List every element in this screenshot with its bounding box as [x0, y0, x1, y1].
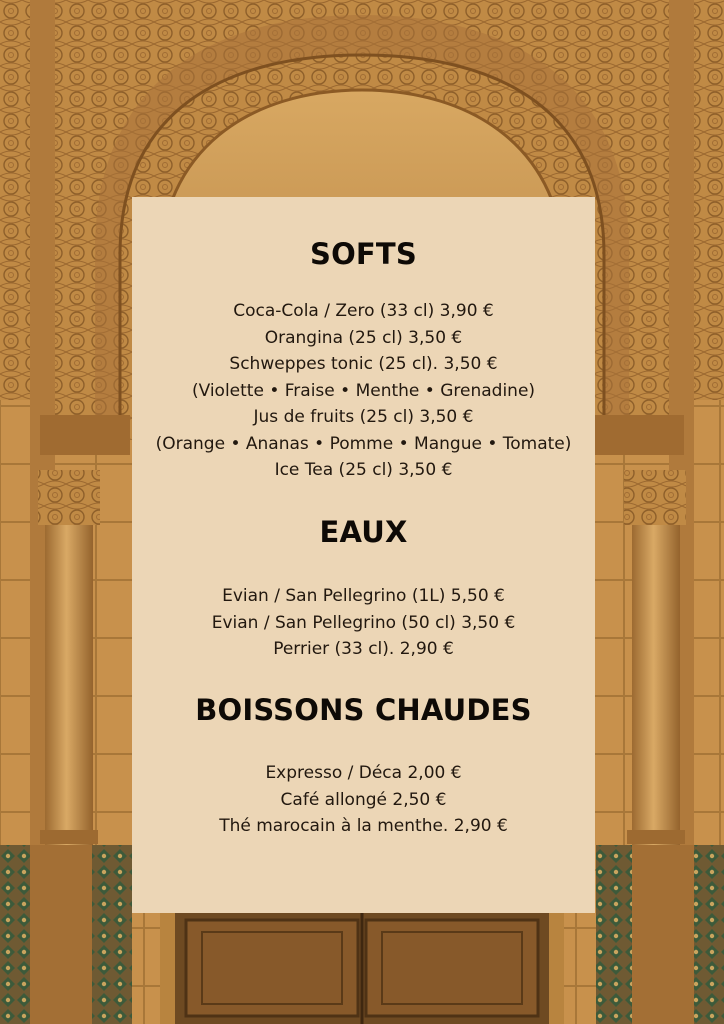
section-items-eaux [132, 583, 595, 663]
section-items-boissons-chaudes [132, 760, 595, 840]
menu-item-note: (Violette • Fraise • Menthe • Grenadine) [191, 380, 536, 401]
menu-item: Jus de fruits (25 cl) 3,50 € [253, 407, 474, 427]
menu-item-note: (Orange • Ananas • Pomme • Mangue • Tomate) [155, 433, 572, 454]
menu-item: Thé marocain à la menthe. 2,90 € [219, 816, 508, 836]
menu-item: Expresso / Déca 2,00 € [265, 763, 462, 783]
menu-item: Schweppes tonic (25 cl). 3,50 € [229, 354, 498, 374]
menu-item: Ice Tea (25 cl) 3,50 € [274, 460, 453, 480]
section-title-boissons-chaudes: BOISSONS CHAUDES [195, 693, 532, 727]
menu-panel [132, 197, 595, 913]
menu-item: Evian / San Pellegrino (50 cl) 3,50 € [211, 612, 516, 633]
section-title-softs: SOFTS [309, 237, 418, 271]
menu-item: Café allongé 2,50 € [280, 789, 447, 810]
section-items-softs [132, 298, 595, 484]
menu-item: Coca-Cola / Zero (33 cl) 3,90 € [233, 301, 494, 321]
menu-item: Perrier (33 cl). 2,90 € [273, 639, 454, 659]
section-title-eaux: EAUX [319, 515, 408, 549]
menu-item: Evian / San Pellegrino (1L) 5,50 € [222, 586, 505, 606]
menu-item: Orangina (25 cl) 3,50 € [264, 327, 463, 348]
